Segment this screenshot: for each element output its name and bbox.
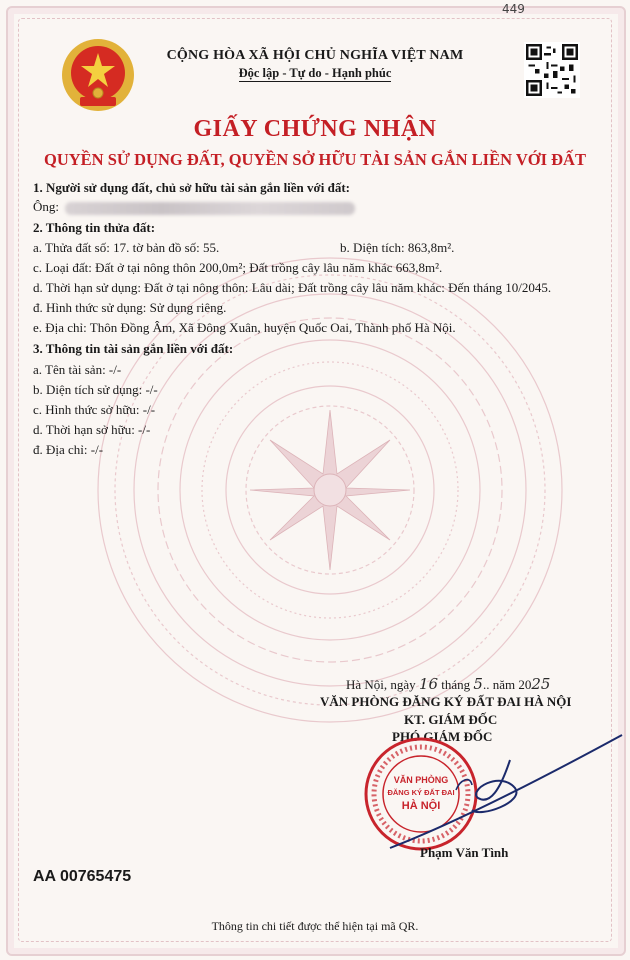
- kt-director: KT. GIÁM ĐỐC: [404, 712, 498, 727]
- section1-heading: 1. Người sử dụng đất, chủ sở hữu tài sản gắn liền với đất:: [33, 180, 350, 195]
- motto: [0, 66, 630, 81]
- certificate-subtitle: QUYỀN SỬ DỤNG ĐẤT, QUYỀN SỞ HỮU TÀI SẢN GẮN LIỀN VỚI ĐẤT: [44, 150, 586, 169]
- parcel-info: a. Thửa đất số: 17. tờ bản đồ số: 55.: [33, 240, 220, 255]
- deputy-director: PHÓ GIÁM ĐỐC: [392, 729, 493, 744]
- issuing-office: VĂN PHÒNG ĐĂNG KÝ ĐẤT ĐAI HÀ NỘI: [320, 694, 572, 709]
- asset-name: a. Tên tài sản: -/-: [33, 362, 122, 377]
- month-label: tháng: [441, 677, 471, 692]
- asset-ownership-term: d. Thời hạn sở hữu: -/-: [33, 422, 151, 437]
- qr-footer-note: Thông tin chi tiết được thể hiện tại mã QR.: [211, 919, 419, 933]
- stamp-line2: ĐĂNG KÝ ĐẤT ĐAI: [387, 788, 455, 797]
- corner-number: 449: [502, 2, 525, 16]
- serial-number: AA 00765475: [33, 868, 132, 885]
- certificate-title: GIẤY CHỨNG NHẬN: [193, 116, 437, 142]
- signer-name: Phạm Văn Tình: [420, 845, 509, 860]
- stamp-line3: HÀ NỘI: [401, 800, 441, 812]
- nation-name: CỘNG HÒA XÃ HỘI CHỦ NGHĨA VIỆT NAM: [166, 48, 464, 63]
- stamp-line1: VĂN PHÒNG: [393, 775, 449, 785]
- land-type: c. Loại đất: Đất ở tại nông thôn 200,0m²; Đất trồng cây lâu năm khác 663,8m².: [33, 260, 443, 275]
- date-month: 5: [473, 675, 483, 693]
- date-year: 25: [531, 675, 551, 693]
- motto-text: Độc lập - Tự do - Hạnh phúc: [238, 66, 392, 80]
- redacted-name: [65, 202, 355, 215]
- section3-heading: 3. Thông tin tài sản gắn liền với đất:: [33, 341, 234, 356]
- asset-address: đ. Địa chỉ: -/-: [33, 442, 104, 457]
- owner-label: Ông:: [33, 199, 59, 214]
- asset-usage-area: b. Diện tích sử dụng: -/-: [33, 382, 158, 397]
- section2-heading: 2. Thông tin thửa đất:: [33, 220, 156, 235]
- area-info: b. Diện tích: 863,8m².: [340, 240, 455, 255]
- date-day: 16: [418, 675, 439, 693]
- owner-line: [33, 199, 355, 215]
- place-date: Hà Nội, ngày 16 tháng 5.. năm 2025: [346, 675, 551, 693]
- asset-ownership-form: c. Hình thức sở hữu: -/-: [33, 402, 156, 417]
- date-prefix: Hà Nội, ngày: [346, 677, 416, 692]
- year-label: năm 20: [492, 677, 532, 692]
- land-address: e. Địa chỉ: Thôn Đồng Âm, Xã Đông Xuân, huyện Quốc Oai, Thành phố Hà Nội.: [33, 320, 456, 335]
- usage-form: đ. Hình thức sử dụng: Sử dụng riêng.: [33, 300, 227, 315]
- usage-term: d. Thời hạn sử dụng: Đất ở tại nông thôn: Lâu dài; Đất trồng cây lâu năm khác: Đến tháng 10/2045.: [33, 280, 552, 295]
